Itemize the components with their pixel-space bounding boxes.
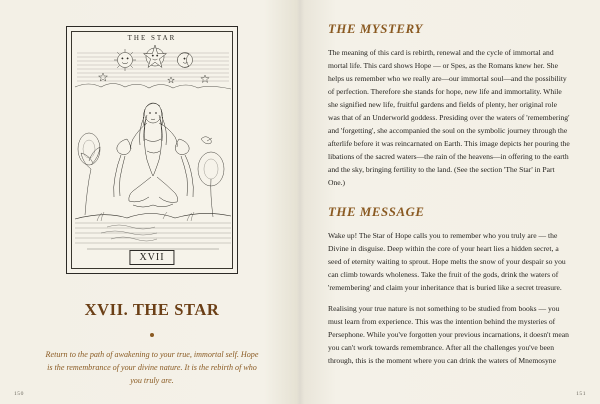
sun-icon bbox=[114, 49, 136, 71]
diamond-ornament-icon bbox=[144, 330, 160, 340]
right-page bbox=[300, 0, 600, 404]
card-engraving bbox=[67, 27, 238, 274]
card-number-label: XVII bbox=[129, 250, 174, 265]
section-paragraph-message-1: Wake up! The Star of Hope calls you to remember who you truly are — the Divine in disguise. Deep within the core of your heart lies a hidden secret, a seed of eternity waiting to sprout. Hope melts the snow of your despair so you can climb towards wholeness. Take the fruit of the gods, drink the waters of 'remembering' and claim your inheritance that is buried like a secret treasure. bbox=[328, 230, 566, 292]
section-heading-mystery: THE MYSTERY bbox=[328, 22, 423, 36]
tarot-card-illustration bbox=[66, 26, 238, 274]
tarot-card-frame bbox=[66, 26, 238, 274]
section-heading-message: THE MESSAGE bbox=[328, 204, 425, 219]
section-paragraph-message-2: Realising your true nature is not something to be studied from books — you must learn from experience. This was the intention behind the mysteries of Persephone. While you've forgotten your previous incarnations, it doesn't mean you can't work towards remembrance. After all the challenges you've been through, this is the moment where you can drink the waters of Mnemosyne bbox=[328, 303, 569, 365]
star-icon bbox=[144, 45, 167, 68]
card-blurb: Return to the path of awakening to your true, immortal self. Hope is the remembrance of your divine nature. It is the rebirth of who you truly are. bbox=[45, 350, 259, 386]
page-title: XVII. THE STAR bbox=[84, 300, 220, 319]
card-top-title: THE STAR bbox=[127, 34, 177, 42]
moon-icon bbox=[177, 53, 192, 68]
folio-right: 151 bbox=[576, 391, 586, 397]
section-paragraph-mystery-1: The meaning of this card is rebirth, renewal and the cycle of immortal and mortal life. This card shows Hope — or Spes, as the Romans knew her. She helps us remember who we really are—our immortal soul—and the possibility of perfection. Therefore she stands for hope, new life and immortality. While she signified new life, fruitful gardens and fields of plenty, her original role was that of an Underworld goddess. Presiding over the waters of 'remembering' and 'forgetting', she accompanied the soul on the symbolic journey through the afterlife before it was reincarnated on Earth. This image depicts her pouring the libations of the sacred waters—the rain of the heavens—in offering to the earth and the sky, bringing fertility to the land. (See the section 'The Star' in Part One.) bbox=[328, 48, 570, 188]
folio-left: 150 bbox=[14, 391, 24, 397]
